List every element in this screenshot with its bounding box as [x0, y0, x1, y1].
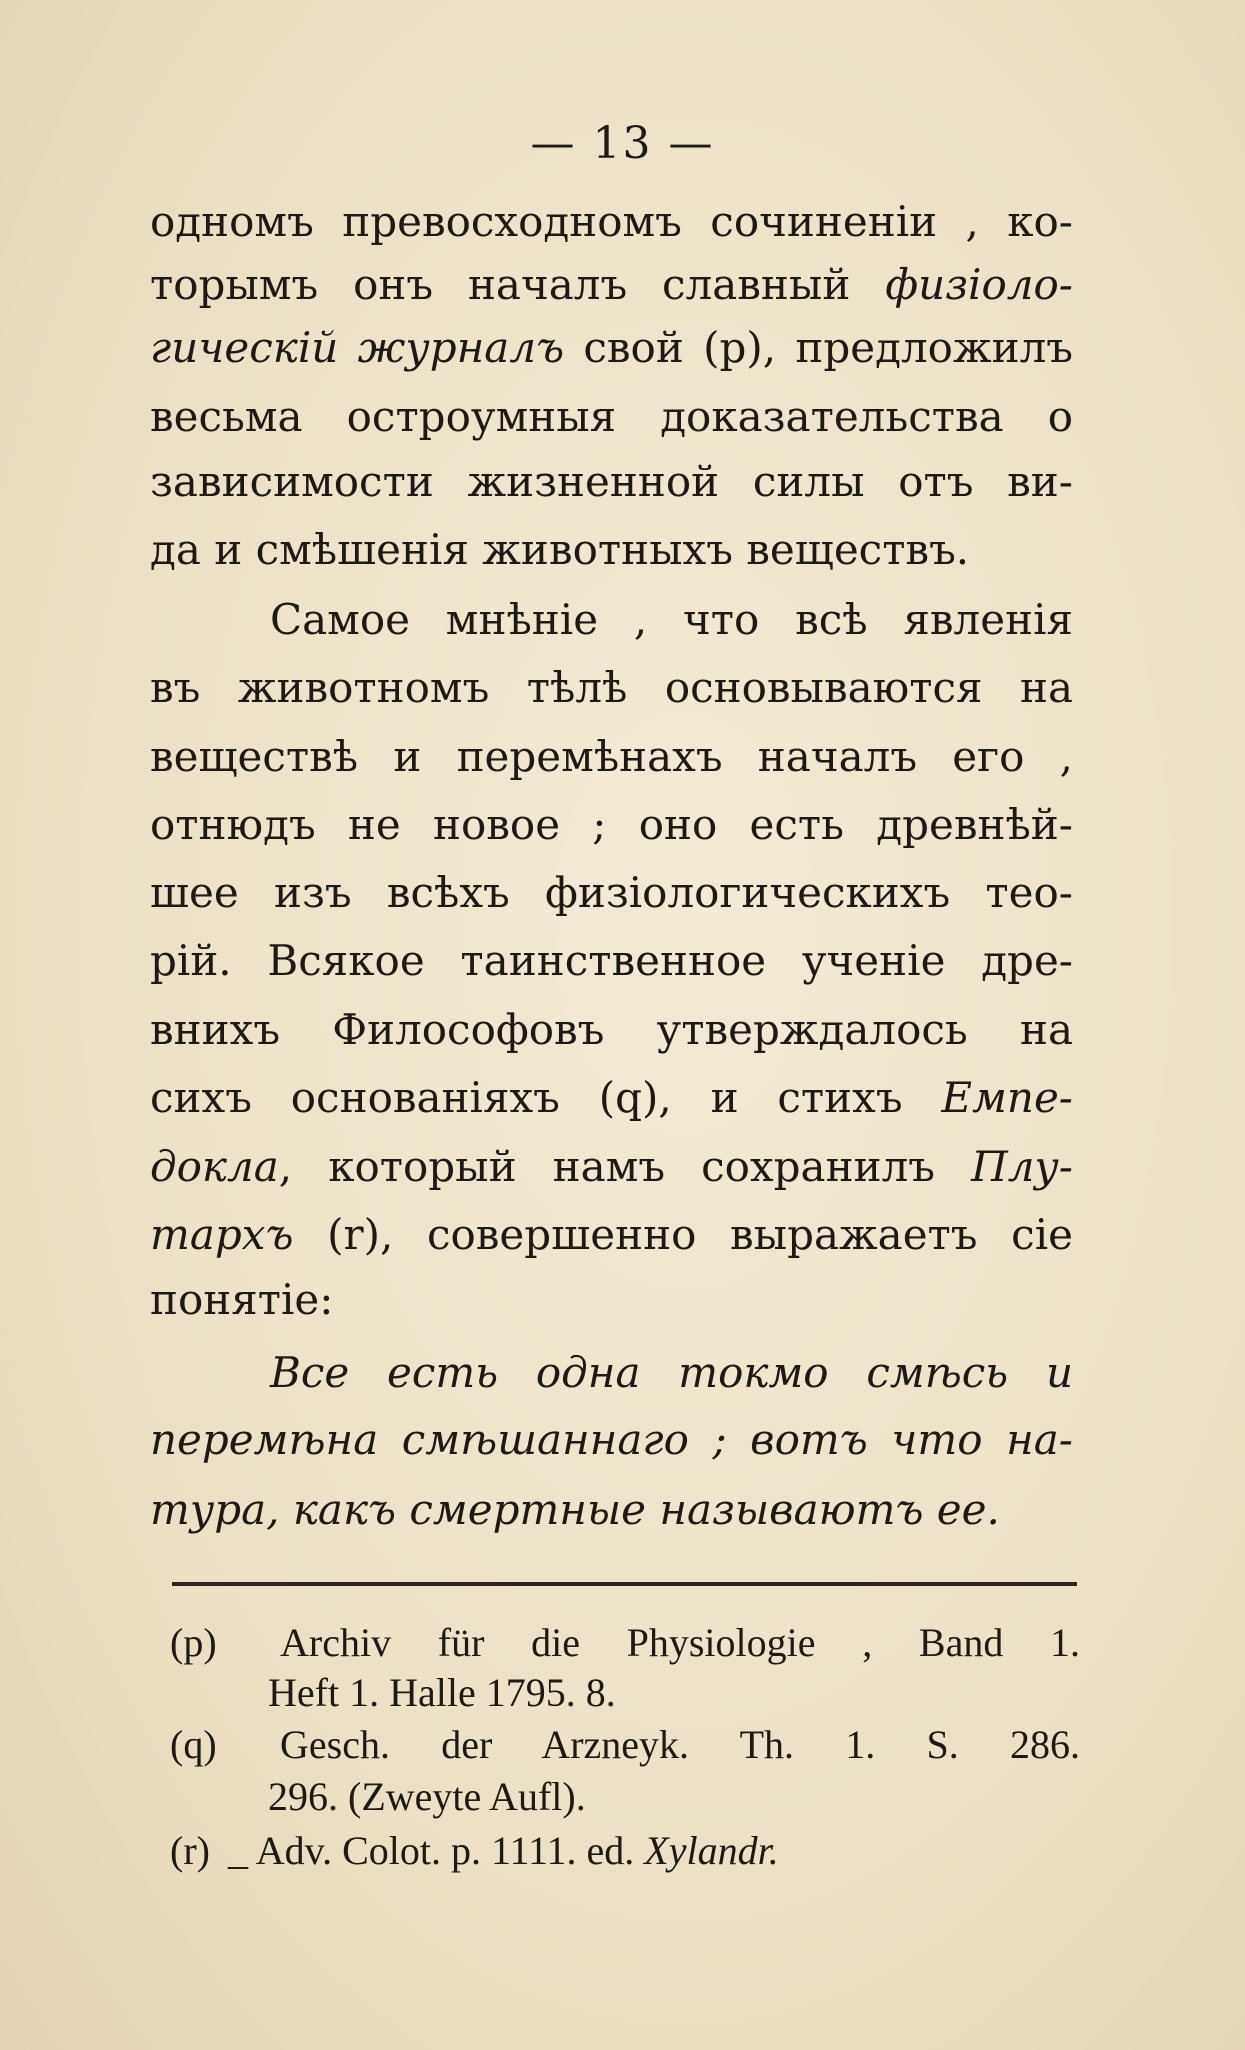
- text-line: [150, 255, 1073, 315]
- footnote-divider: [172, 1582, 1077, 1586]
- text-line: въ животномъ тѣлѣ основываются на: [150, 663, 1073, 712]
- footnote-text: Archiv für die Physiologie , Band 1.: [280, 1620, 1080, 1665]
- page-number: — 13 —: [530, 118, 715, 169]
- text-span: торымъ онъ началъ славный: [150, 260, 851, 309]
- text-line: зависимости жизненной силы отъ ви-: [150, 457, 1073, 506]
- text-line: Самое мнѣніе , что всѣ явленія: [270, 595, 1073, 644]
- text-line: [150, 1205, 1073, 1265]
- text-line: отнюдъ не новое ; оно есть древнѣй-: [150, 800, 1073, 849]
- italic-term: физіоло-: [885, 260, 1073, 309]
- text-line: весьма остроумныя доказательства о: [150, 392, 1073, 441]
- text-line: [150, 1068, 1073, 1128]
- text-line: одномъ превосходномъ сочиненіи , ко-: [150, 197, 1073, 246]
- text-span: _ Adv. Colot. p. 1111. ed.: [228, 1828, 635, 1873]
- italic-term: Xylandr.: [644, 1828, 779, 1873]
- text-span: сихъ основаніяхъ (q), и стихъ: [150, 1073, 942, 1122]
- text-line: рій. Всякое таинственное ученіе дре-: [150, 936, 1073, 985]
- italic-term: гическій журналъ: [150, 323, 565, 372]
- footnote-text: [228, 1826, 779, 1876]
- text-span: (r), совершенно выражаетъ сіе: [293, 1210, 1073, 1259]
- footnote-mark: (r): [170, 1828, 210, 1873]
- text-line: понятіе:: [150, 1275, 334, 1324]
- text-line: веществѣ и перемѣнахъ началъ его ,: [150, 732, 1073, 781]
- text-span: , который намъ сохранилъ: [278, 1142, 972, 1191]
- text-line: да и смѣшенія животныхъ веществъ.: [150, 525, 970, 574]
- text-line: [150, 318, 1073, 378]
- footnote-mark: (q): [170, 1722, 217, 1767]
- italic-term: Плу-: [971, 1142, 1073, 1191]
- text-line: [150, 1137, 1073, 1197]
- text-line: внихъ Философовъ утверждалось на: [150, 1005, 1073, 1054]
- quote-line: Все есть одна токмо смѣсь и: [270, 1348, 1073, 1397]
- quote-line: тура, какъ смертные называютъ ее.: [150, 1485, 1000, 1534]
- italic-term: тархъ: [150, 1210, 294, 1259]
- footnote-text: Gesch. der Arzneyk. Th. 1. S. 286.: [280, 1722, 1080, 1767]
- footnote-mark: (p): [170, 1620, 217, 1665]
- italic-term: докла: [150, 1142, 279, 1191]
- quote-line: перемѣна смѣшаннаго ; вотъ что на-: [150, 1415, 1073, 1464]
- footnote-text: Heft 1. Halle 1795. 8.: [268, 1670, 616, 1715]
- text-line: шее изъ всѣхъ физіологическихъ тео-: [150, 868, 1073, 917]
- footnote-text: 296. (Zweyte Aufl).: [268, 1774, 586, 1819]
- text-span: свой (p), предложилъ: [564, 323, 1073, 372]
- italic-term: Емпе-: [941, 1073, 1073, 1122]
